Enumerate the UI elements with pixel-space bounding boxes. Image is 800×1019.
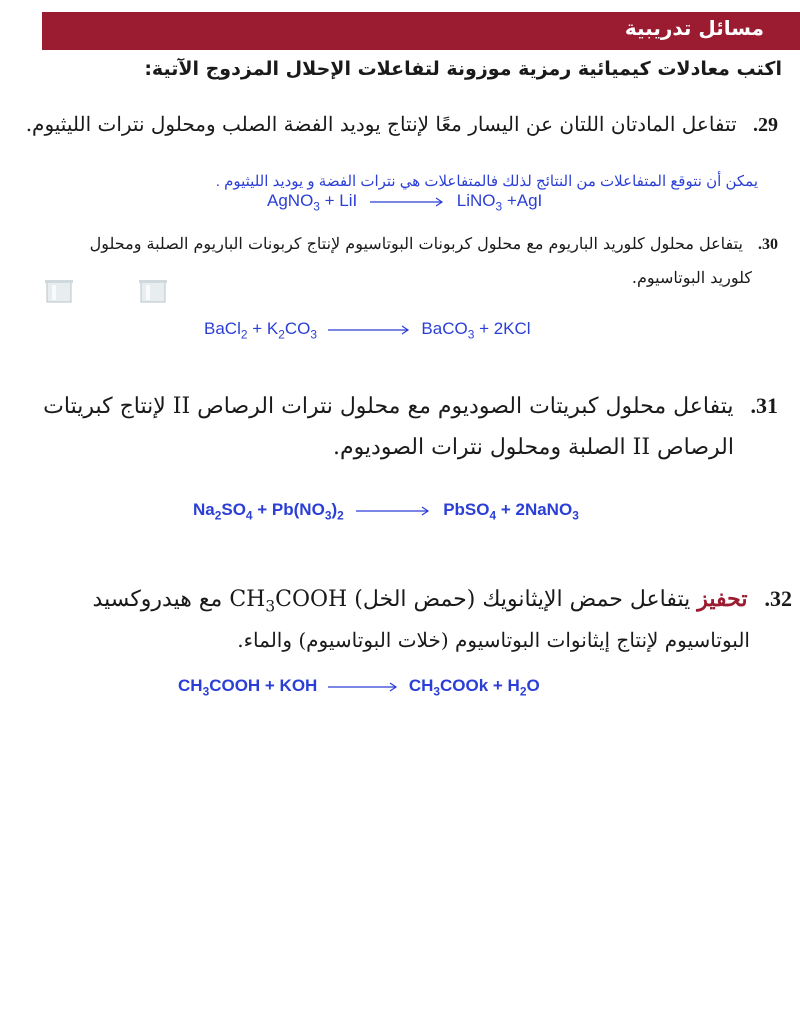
eq32-sub: 3 <box>433 684 440 699</box>
problem-31-text-line2: الرصاص II الصلبة ومحلول نترات الصوديوم. <box>332 435 734 460</box>
section-header <box>42 12 800 50</box>
eq31-paren: ) <box>331 500 338 519</box>
eq31-nano: + 2NaNO <box>496 500 573 519</box>
problem-29-text: تتفاعل المادتان اللتان عن اليسار معًا لإنتاج يوديد الفضة الصلب ومحلول نترات الليثيوم. <box>25 112 737 136</box>
eq30-sub: 2 <box>278 327 285 342</box>
problem-32-text: يتفاعل حمض الإيثانويك (حمض الخل) $CH_3COOH$ مع هيدروكسيد <box>92 587 691 616</box>
problem-29-number: 29. <box>753 114 778 136</box>
reaction-arrow-icon <box>348 505 438 517</box>
eq32-ch: CH <box>408 676 434 695</box>
eq31-sub: 3 <box>572 508 579 523</box>
eq29-product2: +AgI <box>502 191 543 210</box>
eq32-sub: 2 <box>519 684 527 699</box>
eq31-na: Na <box>193 500 215 519</box>
eq31-sub: 2 <box>337 508 344 523</box>
problem-29-equation <box>267 191 542 213</box>
problem-30 <box>18 234 778 254</box>
eq30-sub: 3 <box>310 327 317 342</box>
problem-31-equation <box>193 500 579 522</box>
problem-30-equation <box>204 319 531 341</box>
problem-32 <box>2 586 792 615</box>
problem-31-text: يتفاعل محلول كبريتات الصوديوم مع محلول نترات الرصاص II لإنتاج كبريتات <box>43 394 734 419</box>
instruction-text: اكتب معادلات كيميائية رمزية موزونة لتفاعلات الإحلال المزدوج الآتية: <box>144 58 782 80</box>
problem-32-text-line2: البوتاسيوم لإنتاج إيثانوات البوتاسيوم (خلات البوتاسيوم) والماء. <box>237 628 750 652</box>
eq30-bacl: BaCl <box>204 319 241 338</box>
problem-29-answer-note: يمكن أن نتوقع المتفاعلات من النتائج لذلك فالمتفاعلات هي نترات الفضة و يوديد الليثيوم . <box>215 173 758 190</box>
beaker-icon <box>138 279 168 303</box>
section-title: مسائل تدريبية <box>624 16 764 40</box>
eq31-sub: 2 <box>214 508 222 523</box>
eq32-reactants: COOH + KOH <box>209 676 318 695</box>
eq32-products: COOk + H <box>440 676 520 695</box>
eq31-pbso: PbSO <box>443 500 490 519</box>
problem-29 <box>18 112 778 137</box>
eq32-sub: 3 <box>202 684 210 699</box>
eq31-so: SO <box>221 500 246 519</box>
reaction-arrow-icon <box>322 681 404 693</box>
eq30-co: CO <box>284 319 311 338</box>
eq30-baco: BaCO <box>421 319 468 338</box>
eq29-product1: LiNO <box>456 191 496 210</box>
eq32-o: O <box>526 676 540 695</box>
reaction-arrow-icon <box>322 324 417 336</box>
problem-32-label: تحفيز <box>697 586 748 612</box>
problem-32-equation <box>178 676 540 698</box>
problem-30-text-line2: كلوريد البوتاسيوم. <box>631 268 752 287</box>
eq31-sub: 4 <box>245 508 253 523</box>
beaker-icon <box>44 279 74 303</box>
problem-30-number: 30. <box>758 236 778 253</box>
problem-31 <box>18 393 778 419</box>
problem-32-number: 32. <box>764 586 792 611</box>
eq29-sub1: 3 <box>313 199 320 214</box>
eq29-reactant2: + LiI <box>319 191 358 210</box>
eq29-sub2: 3 <box>495 199 503 214</box>
eq31-pb: + Pb(NO <box>252 500 325 519</box>
eq31-sub: 3 <box>324 508 332 523</box>
eq31-sub: 4 <box>489 508 497 523</box>
eq30-k: + K <box>247 319 279 338</box>
problem-31-number: 31. <box>750 393 778 418</box>
eq30-sub: 3 <box>467 327 475 342</box>
eq29-reactant1: AgNO <box>267 191 314 210</box>
eq32-ch: CH <box>178 676 203 695</box>
eq30-sub: 2 <box>240 327 248 342</box>
problem-30-text: يتفاعل محلول كلوريد الباريوم مع محلول كربونات البوتاسيوم لإنتاج كربونات الباريوم الصلبة ومحلول <box>89 234 743 253</box>
eq30-kcl: + 2KCl <box>474 319 531 338</box>
reaction-arrow-icon <box>362 196 452 208</box>
